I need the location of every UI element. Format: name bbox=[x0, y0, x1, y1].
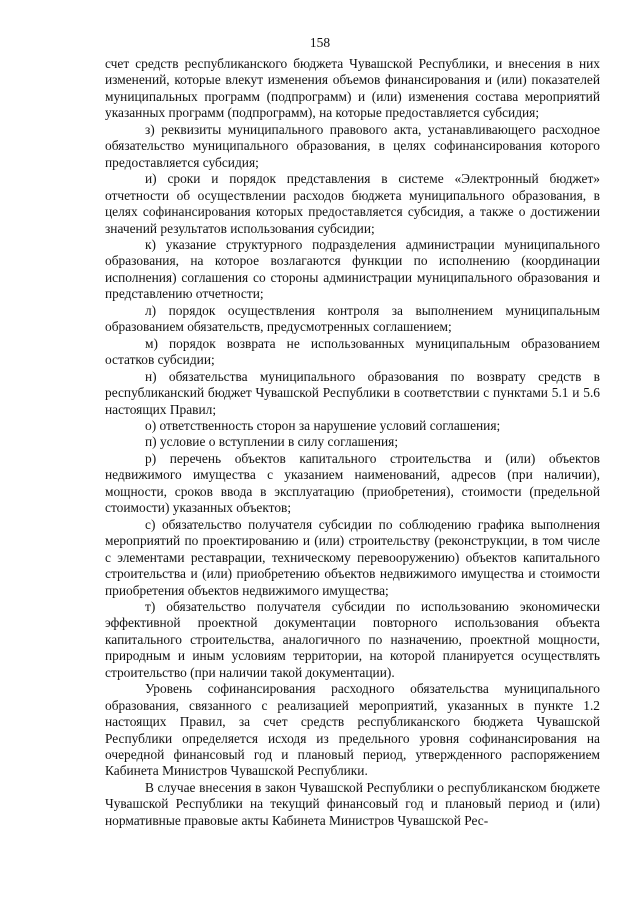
paragraph-item-m: м) порядок возврата не использованных муниципальным образованием остатков субсидии; bbox=[105, 335, 600, 368]
paragraph-item-i: и) сроки и порядок представления в системе «Электронный бюджет» отчетности об осуществлении расходов бюджета муниципального образования, в целях софинансирования которых предоставляется субсидия, а также о достижении значений результатов использования субсидии; bbox=[105, 171, 600, 236]
document-body bbox=[105, 56, 600, 829]
paragraph-cofinancing-level: Уровень софинансирования расходного обязательства муниципального образования, связанного с реализацией мероприятий, указанных в пункте 1.2 настоящих Правил, за счет средств республиканского бюджета Чувашской Республики определяется исходя из предельного уровня софинансирования на очередной финансовый год и плановый период, утвержденного распоряжением Кабинета Министров Чувашской Республики. bbox=[105, 681, 600, 779]
paragraph-item-z: з) реквизиты муниципального правового акта, устанавливающего расходное обязательство муниципального образования, в целях софинансирования которого предоставляется субсидия; bbox=[105, 121, 600, 170]
paragraph-item-n: н) обязательства муниципального образования по возврату средств в республиканский бюджет Чувашской Республики в соответствии с пунктами 5.1 и 5.6 настоящих Правил; bbox=[105, 368, 600, 417]
paragraph-item-o: о) ответственность сторон за нарушение условий соглашения; bbox=[145, 417, 501, 433]
paragraph-continuation: счет средств республиканского бюджета Чувашской Республики, и внесения в них изменений, которые влекут изменения объемов финансирования и (или) показателей муниципальных программ (подпрограмм) и (или) изменения состава мероприятий указанных программ (подпрограмм), на которые предоставляется субсидия; bbox=[105, 56, 600, 121]
page-number: 158 bbox=[309, 35, 331, 50]
paragraph-item-t: т) обязательство получателя субсидии по использованию экономически эффективной проектной документации повторного использования объекта капитального строительства, аналогичного по назначению, проектной мощности, природным и иным условиям территории, на которой планируется осуществлять строительство (при наличии такой документации). bbox=[105, 598, 600, 680]
paragraph-item-r: р) перечень объектов капитального строительства и (или) объектов недвижимого имущества с указанием наименований, адресов (при наличии), мощности, сроков ввода в эксплуатацию (приобретения), стоимости (предельной стоимости) указанных объектов; bbox=[105, 450, 600, 516]
paragraph-amendments: В случае внесения в закон Чувашской Республики о республиканском бюджете Чувашской Республики на текущий финансовый год и плановый период и (или) нормативные правовые акты Кабинета Министров Чувашской Рес- bbox=[105, 779, 600, 828]
paragraph-item-s: с) обязательство получателя субсидии по соблюдению графика выполнения мероприятий по проектированию и (или) строительству (реконструкции, в том числе с элементами реставрации, техническому перевооружению) объектов капитального строительства и (или) приобретению объектов недвижимого имущества и стоимости приобретения объектов недвижимого имущества; bbox=[105, 516, 600, 598]
paragraph-item-l: л) порядок осуществления контроля за выполнением муниципальным образованием обязательств, предусмотренных соглашением; bbox=[105, 302, 600, 335]
paragraph-item-k: к) указание структурного подразделения администрации муниципального образования, на которое возлагаются функции по исполнению (координации исполнения) соглашения со стороны администрации муниципального образования и представлению отчетности; bbox=[105, 236, 600, 302]
paragraph-item-p: п) условие о вступлении в силу соглашения; bbox=[145, 434, 399, 450]
